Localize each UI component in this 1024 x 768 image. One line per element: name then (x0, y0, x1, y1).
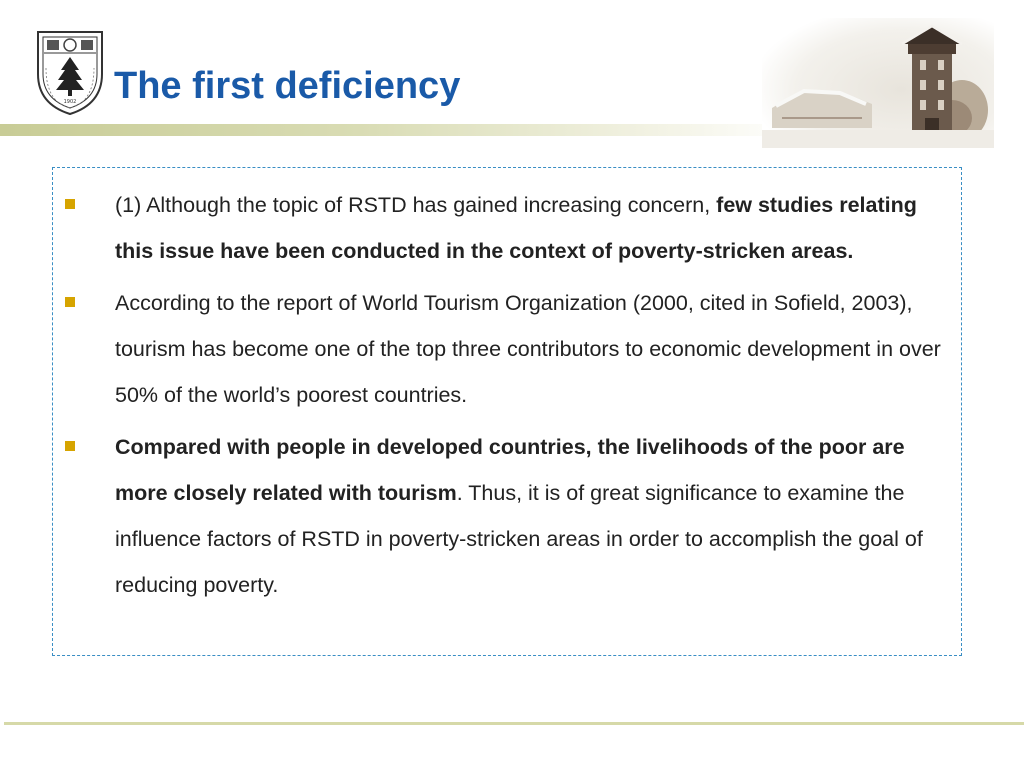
bullet-item (53, 182, 961, 274)
footer-divider-line (4, 722, 1024, 725)
bullet-text-segment: (1) Although the topic of RSTD has gained increasing concern, (115, 193, 717, 217)
campus-tower-image (762, 18, 994, 148)
header-accent-bar (0, 124, 800, 136)
square-bullet-icon (65, 441, 75, 451)
bullet-item (53, 280, 961, 418)
bullet-item (53, 424, 961, 608)
slide-title: The first deficiency (114, 65, 461, 107)
bullet-text-segment: . Thus, it is of great significance to examine the influence factors of RSTD in poverty-stricken areas in order to accomplish the goal of reducing poverty. (115, 481, 923, 597)
square-bullet-icon (65, 199, 75, 209)
bullet-text-segment-bold: Compared with people in developed countries, the livelihoods of the poor are more closely related with tourism (115, 435, 905, 505)
bullet-list (53, 182, 961, 614)
bullet-text-segment: According to the report of World Tourism Organization (2000, cited in Sofield, 2003), tourism has become one of the top three contributors to economic development in over 50% of the world’s poorest countries. (115, 291, 941, 407)
seal-year: 1902 (63, 99, 77, 105)
university-seal-logo (34, 28, 106, 116)
content-box (52, 167, 962, 656)
square-bullet-icon (65, 297, 75, 307)
bullet-text-segment-bold: few studies relating this issue have been conducted in the context of poverty-stricken areas. (115, 193, 917, 263)
